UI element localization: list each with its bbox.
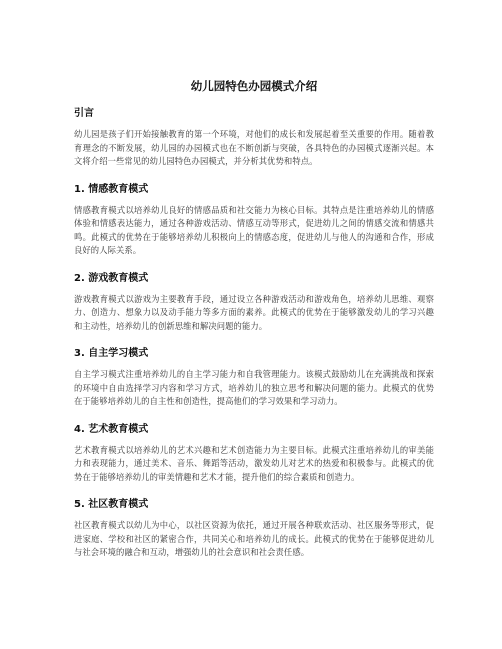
section-body: 艺术教育模式以培养幼儿的艺术兴趣和艺术创造能力为主要目标。此模式注重培养幼儿的审美能力和表现能力，通过美术、音乐、舞蹈等活动，激发幼儿对艺术的热爱和积极参与。此模式的优势在于能够培养幼儿的审美情趣和艺术才能，提升他们的综合素质和创造力。 <box>74 444 434 482</box>
section-body: 社区教育模式以幼儿为中心，以社区资源为依托，通过开展各种联欢活动、社区服务等形式，促进家庭、学校和社区的紧密合作，共同关心和培养幼儿的成长。此模式的优势在于能够促进幼儿与社会环境的融合和互动，增强幼儿的社会意识和社会责任感。 <box>74 520 434 557</box>
section-art-education <box>74 423 434 485</box>
section-intro <box>74 107 434 169</box>
section-self-learning <box>74 347 434 409</box>
section-body: 情感教育模式以培养幼儿良好的情感品质和社交能力为核心目标。其特点是注重培养幼儿的情感体验和情感表达能力，通过各种游戏活动、情感互动等形式，促进幼儿之间的情感交流和情感共鸣。此模式的优势在于能够培养幼儿积极向上的情感态度，促进幼儿与他人的沟通和合作，形成良好的人际关系。 <box>74 204 434 255</box>
section-heading: 4. 艺术教育模式 <box>74 423 149 435</box>
section-heading: 1. 情感教育模式 <box>74 183 149 195</box>
section-heading: 5. 社区教育模式 <box>74 499 149 510</box>
document-title: 幼儿园特色办园模式介绍 <box>190 79 318 93</box>
section-game-education <box>74 272 434 334</box>
section-body: 幼儿园是孩子们开始接触教育的第一个环境，对他们的成长和发展起着至关重要的作用。随着教育理念的不断发展，幼儿园的办园模式也在不断创新与突破，各具特色的办园模式逐渐兴起。本文将介绍一些常见的幼儿园特色办园模式，并分析其优势和特点。 <box>74 129 434 166</box>
section-emotional-education <box>74 183 434 258</box>
section-body: 自主学习模式注重培养幼儿的自主学习能力和自我管理能力。该模式鼓励幼儿在充满挑战和探索的环境中自由选择学习内容和学习方式，培养幼儿的独立思考和解决问题的能力。此模式的优势在于能够培养幼儿的自主性和创造性，提高他们的学习效果和学习动力。 <box>74 369 434 406</box>
section-community-education <box>74 498 434 560</box>
section-heading: 3. 自主学习模式 <box>74 348 149 359</box>
document-page <box>74 78 434 574</box>
section-heading: 引言 <box>74 108 94 119</box>
section-body: 游戏教育模式以游戏为主要教育手段，通过设立各种游戏活动和游戏角色，培养幼儿思维、观察力、创造力、想象力以及动手能力等多方面的素养。此模式的优势在于能够激发幼儿的学习兴趣和主动性，培养幼儿的创新思维和解决问题的能力。 <box>74 293 434 331</box>
section-heading: 2. 游戏教育模式 <box>74 272 149 284</box>
